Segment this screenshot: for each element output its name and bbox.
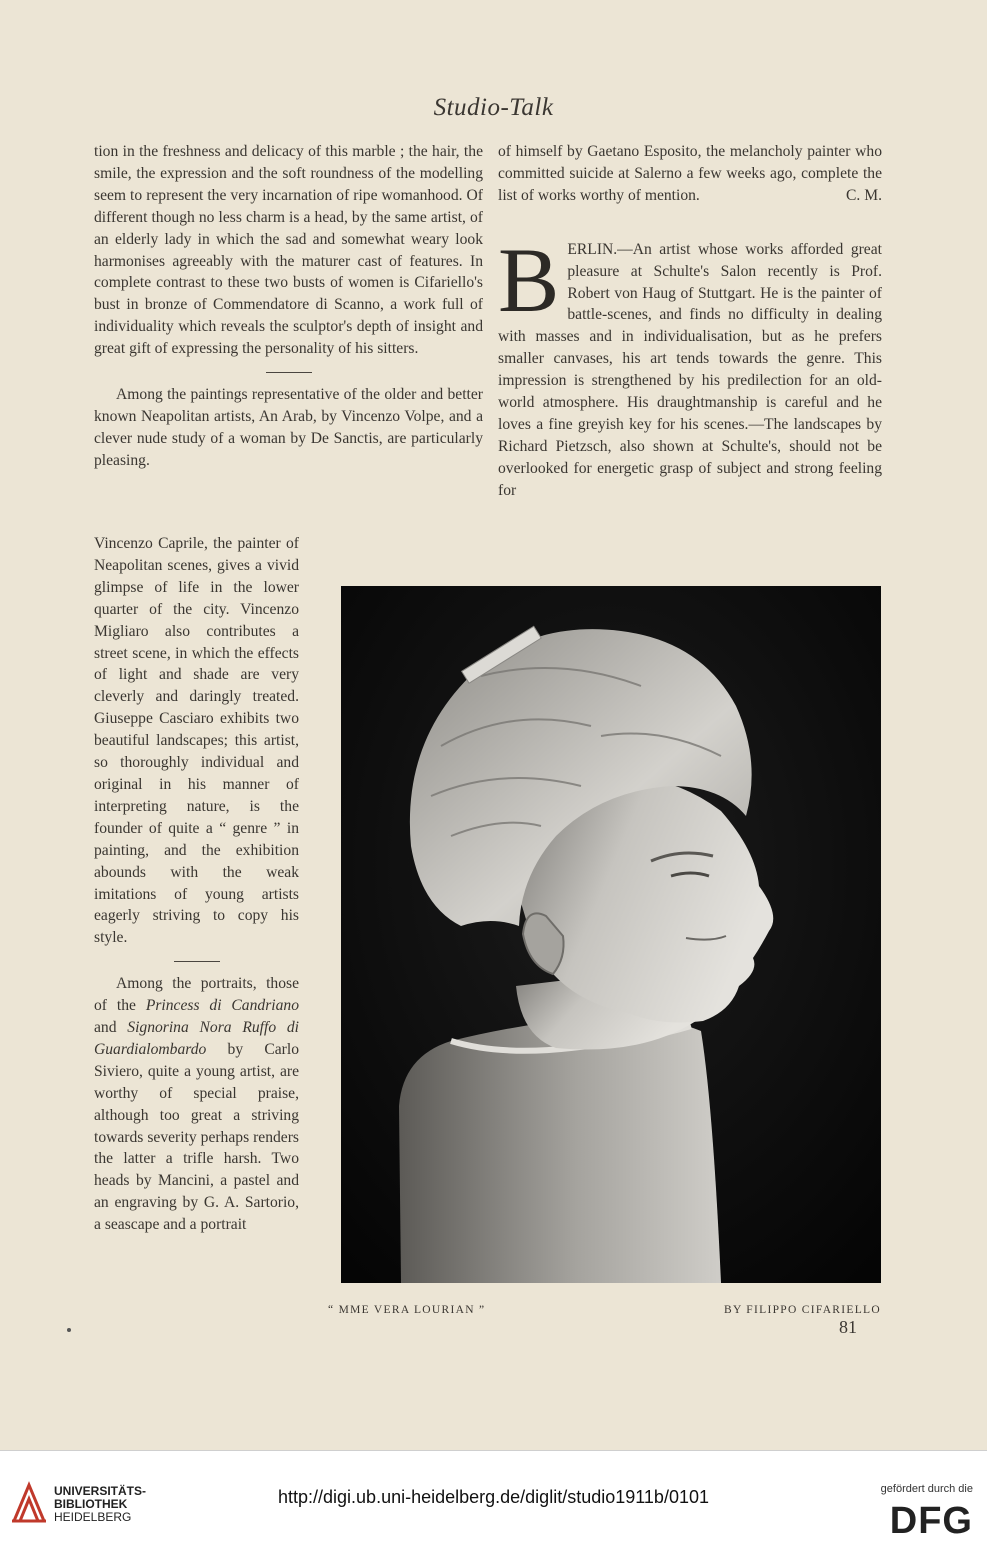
- title-princess: Princess di Candriano: [145, 997, 299, 1015]
- section-divider: [174, 961, 220, 962]
- library-name: UNIVERSITÄTS- BIBLIOTHEK HEIDELBERG: [54, 1484, 147, 1524]
- title-signorina: Signorina Nora Ruffo di Guardialombardo: [94, 1019, 299, 1058]
- paragraph-portraits: Among the portraits, those of the Princess di Candriano and Signorina Nora Ruffo di Guardialombardo by Carlo Siviero, quite a young artist, are worthy of special praise, although too great a striving towards severity perhaps renders the latter a trifle harsh. Two heads by Mancini, a pastel and an engraving by G. A. Sartorio, a seascape and a portrait: [94, 975, 299, 1234]
- viewer-footer: [0, 1450, 987, 1545]
- paragraph-esposito: of himself by Gaetano Esposito, the melancholy painter who committed suicide at Salerno a few weeks ago, complete the list of works worthy of mention. C. M.: [498, 141, 882, 207]
- paragraph-marble: tion in the freshness and delicacy of this marble ; the hair, the smile, the expression and the soft roundness of the modelling seem to represent the very incarnation of ripe womanhood. Of different though no less charm is a head, by the same artist, of an elderly lady in which the sad and somewhat weary look harmonises agreeably with the maturer cast of features. In complete contrast to these two busts of women is Cifariello's bust in bronze of Commendatore di Scanno, a work full of individuality which reveals the sculptor's depth of insight and great gift of expressing the personality of his sitters.: [94, 143, 483, 358]
- page-mark: [67, 1328, 71, 1332]
- right-column: [498, 141, 882, 502]
- page-number: 81: [839, 1317, 857, 1337]
- left-column-narrow: [94, 533, 299, 1236]
- sponsor-text: gefördert durch die: [880, 1483, 973, 1495]
- paragraph-berlin: BERLIN.—An artist whose works afforded great pleasure at Schulte's Salon recently is Prof. Robert von Haug of Stuttgart. He is the painter of battle-scenes, and finds no difficulty in dealing with masses and in individualisation, but as he prefers smaller canvases, his art tends towards the genre. This impression is strengthened by his predilection for an old-world atmosphere. His draughtmanship is careful and he loves a fine greyish key for his scenes.—The landscapes by Richard Pietzsch, also shown at Schulte's, should not be overlooked for energetic grasp of subject and strong feeling for: [498, 228, 882, 499]
- left-column-top: [94, 141, 483, 472]
- sculpture-photograph: [341, 586, 881, 1283]
- photo-caption-title: “ MME VERA LOURIAN ”: [328, 1304, 486, 1316]
- running-head: Studio-Talk: [433, 94, 554, 121]
- author-signature: C. M.: [846, 186, 882, 204]
- bust-illustration: [341, 586, 881, 1283]
- permalink-url[interactable]: http://digi.ub.uni-heidelberg.de/diglit/studio1911b/0101: [278, 1487, 709, 1507]
- paragraph-caprile: Vincenzo Caprile, the painter of Neapolitan scenes, gives a vivid glimpse of life in the lower quarter of the city. Vincenzo Migliaro also contributes a street scene, in which the effects of light and shade are very cleverly and daringly treated. Giuseppe Casciaro exhibits two beautiful landscapes; this artist, so thoroughly individual and original in his manner of interpreting nature, is the founder of quite a “ genre ” in painting, and the exhibition abounds with the weak imitations of young artists eagerly striving to copy his style.: [94, 535, 299, 947]
- drop-cap: B: [498, 228, 560, 331]
- section-divider: [266, 372, 312, 373]
- photo-caption-credit: BY FILIPPO CIFARIELLO: [723, 1304, 881, 1316]
- paragraph-older-artists: Among the paintings representative of the older and better known Neapolitan artists, An Arab, by Vincenzo Volpe, and a clever nude study of a woman by De Sanctis, are particularly pleasing.: [94, 386, 483, 469]
- dfg-logo[interactable]: DFG: [889, 1500, 973, 1542]
